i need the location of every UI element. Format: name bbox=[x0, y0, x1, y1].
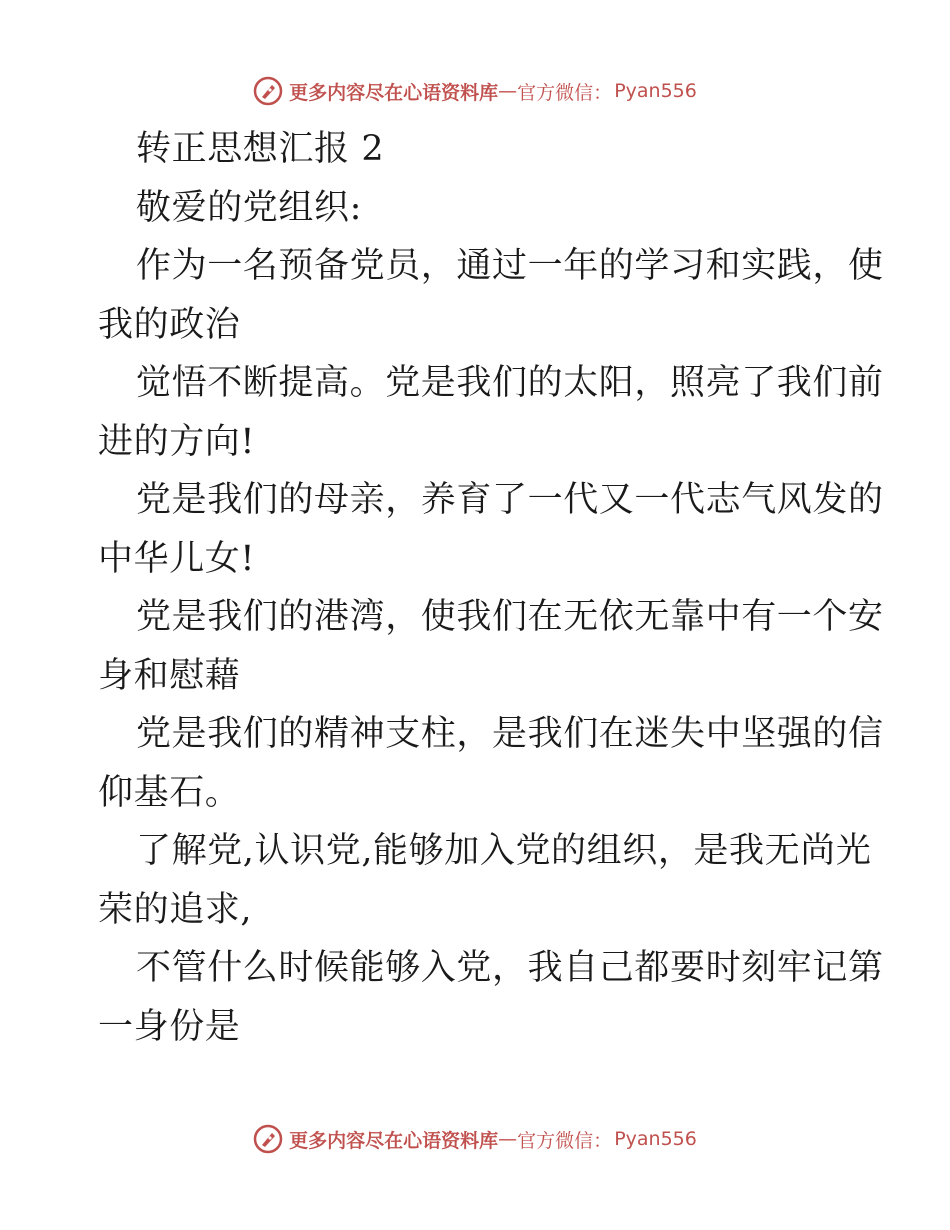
paragraph-line: 身和慰藉 bbox=[98, 655, 241, 696]
pen-nib-circle-icon bbox=[253, 76, 283, 106]
paragraph-line: 一身份是 bbox=[98, 1006, 241, 1047]
document-title: 转正思想汇报 2 bbox=[136, 129, 385, 169]
paragraph-line: 不管什么时候能够入党，我自己都要时刻牢记第 bbox=[136, 948, 884, 988]
salutation: 敬爱的党组织: bbox=[136, 187, 362, 228]
header-banner bbox=[0, 71, 950, 111]
wechat-label: 官方微信： bbox=[517, 1129, 613, 1152]
paragraph-line: 作为一名预备党员，通过一年的学习和实践，使 bbox=[136, 246, 884, 286]
paragraph-line: 仰基石。 bbox=[98, 772, 241, 813]
separator: — bbox=[498, 1128, 518, 1150]
paragraph-line: 党是我们的母亲，养育了一代又一代志气风发的 bbox=[136, 480, 884, 520]
paragraph-line: 党是我们的港湾，使我们在无依无靠中有一个安 bbox=[136, 597, 884, 637]
wechat-label: 官方微信： bbox=[517, 81, 613, 104]
document-body bbox=[98, 120, 884, 1056]
site-name: 更多内容尽在心语资料库 bbox=[289, 1129, 499, 1152]
paragraph-line: 荣的追求, bbox=[98, 889, 253, 930]
paragraph-line: 进的方向! bbox=[98, 421, 256, 462]
separator: — bbox=[498, 80, 518, 102]
wechat-id: Pyan556 bbox=[614, 80, 697, 102]
wechat-id: Pyan556 bbox=[614, 1128, 697, 1150]
pen-nib-circle-icon bbox=[253, 1124, 283, 1154]
paragraph-line: 觉悟不断提高。党是我们的太阳，照亮了我们前 bbox=[136, 363, 884, 403]
paragraph-line: 我的政治 bbox=[98, 304, 241, 345]
site-name: 更多内容尽在心语资料库 bbox=[289, 81, 499, 104]
paragraph-line: 中华儿女! bbox=[98, 538, 256, 579]
footer-banner bbox=[0, 1119, 950, 1159]
paragraph-line: 了解党,认识党,能够加入党的组织，是我无尚光 bbox=[136, 831, 872, 871]
paragraph-line: 党是我们的精神支柱，是我们在迷失中坚强的信 bbox=[136, 714, 884, 754]
